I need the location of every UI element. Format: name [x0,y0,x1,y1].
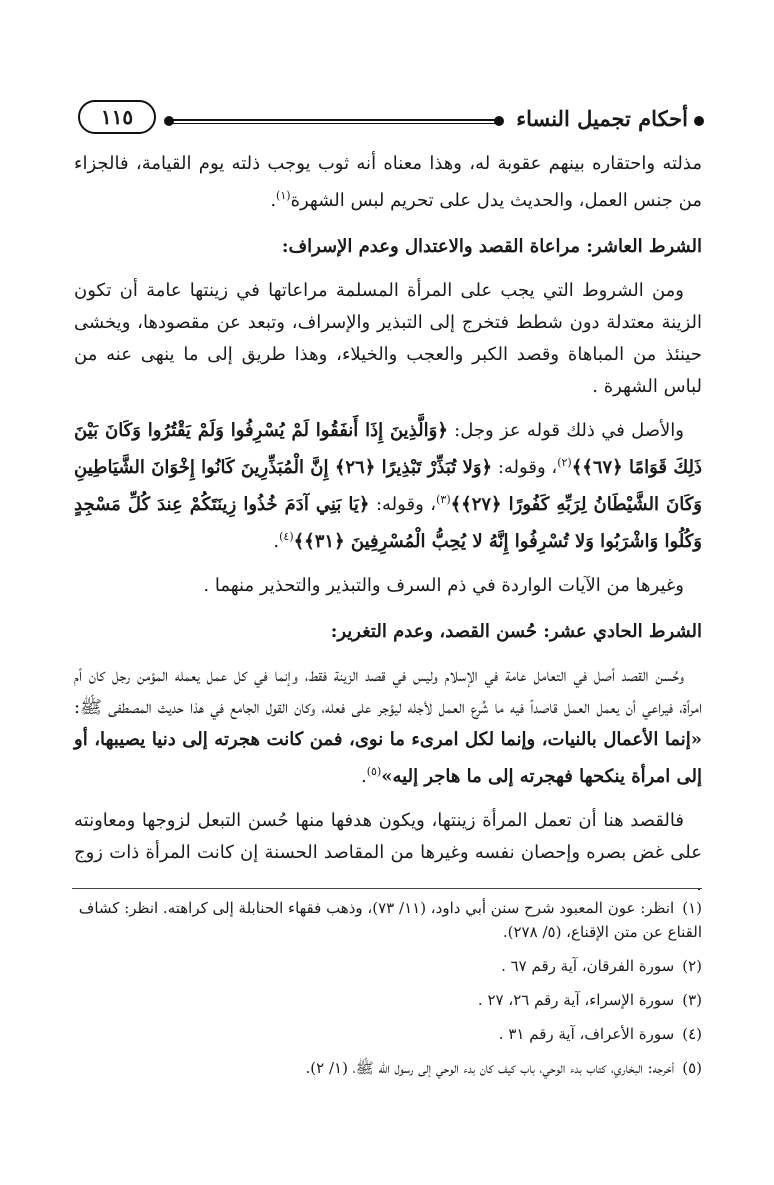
paragraph-text: مذلته واحتقاره بينهم عقوبة له، وهذا معناه أنه ثوب يوجب ذلته يوم القيامة، فالجزاء من جنس العمل، والحديث يدل على تحريم لبس الشهرة [74,153,702,211]
bullet-icon [694,116,704,126]
header-rule [164,119,504,123]
paragraph-text: ، وقوله: [375,494,437,515]
page-number: ١١٥ [78,100,156,134]
paragraph-text: والأصل في ذلك قوله عز وجل: [454,420,684,441]
header-title-text: أحكام تجميل النساء [516,106,688,131]
quran-verse: ﴿يَا بَنِي آدَمَ خُذُوا زِينَتَكُمْ عِندَ كُلِّ مَسْجِدٍ وَكُلُوا وَاشْرَبُوا وَلا تُسْرِفُوا إِنَّهُ لا يُحِبُّ الْمُسْرِفِينَ ﴿٣١﴾﴾ [74,494,702,552]
running-header [78,98,704,142]
footnote-text: سورة الفرقان، آية رقم ٦٧ . [501,957,675,975]
footnote-ref: (١) [276,189,291,202]
paragraph-text: ، وقوله: [497,457,558,478]
paragraph: وغيرها من الآيات الواردة في ذم السرف والتبذير والتحذير منهما . [203,575,684,596]
paragraph-text: وحُسن القصد أصل في التعامل عامة في الإسلام وليس في قصد الزينة فقط، وإنما في كل عمل يعمله المؤمن رجل كان أم امرأة، فيراعي أن يعمل العمل قاصداً فيه ما شُرع العمل لأجله ليؤجر على فعله، وكان القول الجامع في هذا حديث المصطفى ﷺ: [74,665,702,718]
footnote-text: سورة الإسراء، آية رقم ٢٦، ٢٧ . [477,991,675,1009]
footnote-number: (٥) [682,1059,702,1077]
footnote-ref: (٣) [436,493,451,506]
rule-dot-icon [494,116,504,126]
punctuation: . [273,531,280,552]
section-heading: الشرط الحادي عشر: حُسن القصد، وعدم التغرير: [330,621,702,642]
footnote [74,1022,702,1046]
spacer [74,793,702,805]
footnote-ref: (٤) [279,530,294,543]
quran-verse: ﴿وَالَّذِينَ إِذَا أَنفَقُوا لَمْ يُسْرِفُوا وَلَمْ يَقْتُرُوا وَكَانَ بَيْنَ ذَلِكَ قَوَامًا ﴿٦٧﴾﴾ [74,420,702,478]
footnote-text: سورة الأعراف، آية رقم ٣١ . [498,1025,675,1043]
punctuation: . [270,190,277,211]
quran-verse: ﴿وَلا تُبَذِّرْ تَبْذِيرًا ﴿٢٦﴾ إِنَّ الْمُبَذِّرِينَ كَانُوا إِخْوَانَ الشَّيَاطِينِ وَكَانَ الشَّيْطَانُ لِرَبِّهِ كَفُورًا ﴿٢٧﴾﴾ [74,457,702,515]
footnote-number: (٢) [682,957,702,975]
punctuation: . [361,766,367,787]
hadith-quote: «إنما الأعمال بالنيات، وإنما لكل امرىء ما نوى، فمن كانت هجرته إلى دنيا يصيبها، أو إلى امرأة ينكحها فهجرته إلى ما هاجر إليه» [74,729,702,787]
footnotes [74,896,702,1090]
footnote-number: (٤) [682,1025,702,1043]
footnote-text: أخرجه: البخاري، كتاب بدء الوحي، باب كيف كان بدء الوحي إلى رسول الله ﷺ، (١/ ٢). [305,1059,675,1077]
footnote-separator [72,888,702,889]
footnote-ref: (٥) [366,765,382,778]
main-text [74,148,702,901]
spacer [74,558,702,570]
footnote [74,896,702,944]
footnote [74,1056,702,1080]
footnote-text: انظر: عون المعبود شرح سنن أبي داود، (١١/ ٧٣)، وذهب فقهاء الحنابلة إلى كراهته. انظر: كشاف القناع عن متن الإقناع، (٥/ ٢٧٨). [78,899,702,941]
paragraph [74,660,702,793]
rule-line [170,119,498,124]
footnote-number: (١) [682,899,702,917]
footnote [74,988,702,1012]
paragraph [74,415,702,558]
paragraph: فالقصد هنا أن تعمل المرأة زينتها، ويكون هدفها منها حُسن التبعل لزوجها ومعاونته على غض بصره وإحصان نفسه وغيرها من المقاصد الحسنة إن كانت المرأة ذات زوج . [74,810,702,895]
footnote-ref: (٢) [557,456,572,469]
footnote-number: (٣) [682,991,702,1009]
paragraph: ومن الشروط التي يجب على المرأة المسلمة مراعاتها في زينتها عامة أن تكون الزينة معتدلة دون شطط فتخرج إلى التبذير والإسراف، وتبعد عن مقصودها، ويخشى حينئذ من المباهاة وقصد الكبر والعجب والخيلاء، وهذا طريق إلى ما ينهى عنه من لباس الشهرة . [74,280,702,397]
header-title [516,106,704,131]
footnote [74,954,702,978]
section-heading: الشرط العاشر: مراعاة القصد والاعتدال وعدم الإسراف: [281,236,702,257]
paragraph [74,148,702,217]
spacer [74,403,702,415]
